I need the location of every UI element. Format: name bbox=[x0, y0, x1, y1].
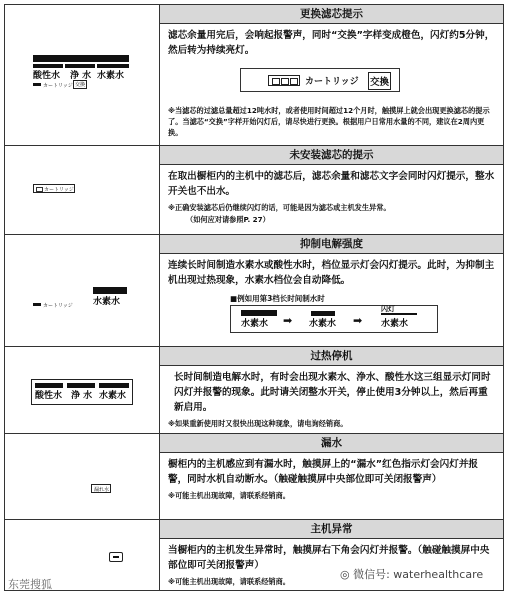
section-body: 连续长时间制造水素水或酸性水时，档位显示灯会闪灯提示。此时，为抑制主机出现过热现象，水素水档位会自动降低。 bbox=[168, 260, 495, 286]
section-note-ref: （如何应对请参照P. 27） bbox=[186, 215, 270, 224]
section-title: 更换滤芯提示 bbox=[160, 5, 503, 24]
section-note: ※可能主机出现故障，请联系经销商。 bbox=[168, 491, 290, 500]
demo-display bbox=[240, 68, 400, 92]
lcd-label-acid: 酸性水 bbox=[33, 71, 61, 81]
info-table bbox=[4, 4, 504, 591]
watermark-left: 东莞搜狐 bbox=[8, 578, 52, 591]
demo-badge: 交換 bbox=[368, 72, 391, 90]
lcd-label-hydrogen: 水素水 bbox=[93, 297, 121, 307]
section-title: 抑制电解强度 bbox=[160, 235, 503, 254]
lcd-bar bbox=[33, 55, 129, 62]
row-no-filter bbox=[5, 146, 503, 235]
lcd-bar bbox=[241, 310, 277, 316]
lcd-panel bbox=[5, 146, 160, 234]
section-body: 滤芯余量用完后，会响起报警声，同时“交换”字样变成橙色，闪灯约5分钟，然后转为持续亮灯。 bbox=[168, 30, 495, 56]
section-body: 当橱柜内的主机发生异常时，触摸屏右下角会闪灯并报警。（触碰触摸屏中央部位即可关闭报警声） bbox=[168, 545, 490, 571]
lcd-bar bbox=[93, 287, 127, 294]
lcd-panel bbox=[5, 5, 160, 145]
lcd-bar bbox=[35, 383, 63, 388]
arrow-right-icon: ➡ bbox=[283, 314, 293, 327]
demo-text: カートリッジ bbox=[305, 77, 359, 87]
section-title: 主机异常 bbox=[160, 520, 503, 539]
lcd-bar bbox=[33, 64, 63, 68]
lcd-blink-frame bbox=[33, 184, 75, 193]
lcd-bar bbox=[67, 383, 95, 388]
row-overheat bbox=[5, 347, 503, 434]
lcd-blink-frame bbox=[31, 379, 133, 405]
lcd-bar bbox=[311, 311, 335, 316]
section-body: 在取出橱柜内的主机中的滤芯后，滤芯余量和滤芯文字会同时闪灯提示，整水开关也不出水。 bbox=[168, 171, 495, 197]
lcd-small-text: カートリッジ bbox=[43, 83, 73, 89]
lcd-panel bbox=[5, 235, 160, 346]
lcd-bar bbox=[65, 64, 95, 68]
example-label: 水素水 bbox=[241, 319, 269, 329]
lcd-panel bbox=[5, 434, 160, 519]
lcd-small-text: カートリッジ bbox=[44, 187, 74, 193]
section-body: 长时间制造电解水时，有时会出现水素水、浄水、酸性水这三组显示灯同时闪灯并报警的现象。此时请关闭整水开关，停止使用3分钟以上，然后再重新启用。 bbox=[174, 372, 491, 413]
watermark-right-text: 微信号: waterhealthcare bbox=[353, 568, 484, 581]
example-label: 水素水 bbox=[309, 319, 337, 329]
row-suppress-electrolysis bbox=[5, 235, 503, 347]
lcd-bar bbox=[381, 313, 417, 315]
section-note: ※可能主机出现故障，请联系经销商。 bbox=[168, 577, 290, 586]
lcd-label-pure: 浄 水 bbox=[70, 71, 92, 81]
section-title: 未安装滤芯的提示 bbox=[160, 146, 503, 165]
section-note: ※当滤芯的过滤总量超过12吨水时，或者使用时间超过12个月时，触摸屏上就会出现更换滤芯的提示了。当滤芯“交换”字样开始闪灯后，请尽快进行更换。根据用户日常用水量的不同，建议在2周内更换。 bbox=[168, 106, 490, 137]
demo-sequence bbox=[230, 305, 438, 333]
section-note: ※如果重新使用时又很快出现这种现象，请电询经销商。 bbox=[168, 419, 348, 428]
section-title: 漏水 bbox=[160, 434, 503, 453]
filter-gauge-icon bbox=[268, 75, 300, 86]
lcd-bar bbox=[99, 383, 129, 388]
section-note: ※正确安装滤芯后仍继续闪灯的话，可能是因为滤芯或主机发生异常。 bbox=[168, 203, 391, 212]
lcd-label-hydrogen: 水素水 bbox=[97, 71, 125, 81]
flash-label: 闪灯 bbox=[381, 305, 395, 313]
lcd-small-text: カートリッジ bbox=[43, 303, 73, 309]
wechat-icon: ◎ bbox=[340, 568, 350, 581]
watermark-right bbox=[340, 566, 483, 582]
lcd-badge: 交換 bbox=[75, 82, 86, 88]
row-leak bbox=[5, 434, 503, 520]
section-title: 过热停机 bbox=[160, 347, 503, 366]
example-label: 水素水 bbox=[381, 319, 409, 329]
lcd-label-hydrogen: 水素水 bbox=[99, 391, 127, 401]
error-indicator bbox=[109, 552, 123, 562]
leak-indicator bbox=[91, 484, 111, 493]
lcd-label-pure: 浄 水 bbox=[71, 391, 93, 401]
example-title: ■例如用第3档长时间制水时 bbox=[230, 294, 325, 303]
lcd-bar bbox=[33, 303, 41, 306]
lcd-small-text: 漏れ水 bbox=[94, 487, 110, 493]
lcd-panel bbox=[5, 347, 160, 433]
lcd-label-acid: 酸性水 bbox=[35, 391, 63, 401]
row-replace-filter bbox=[5, 5, 503, 146]
arrow-right-icon: ➡ bbox=[353, 314, 363, 327]
section-body: 橱柜内的主机感应到有漏水时，触摸屏上的“漏水”红色指示灯会闪灯并报警，同时水机自动断水。（触碰触摸屏中央部位即可关闭报警声） bbox=[168, 459, 479, 485]
lcd-bar bbox=[33, 83, 41, 86]
lcd-bar bbox=[97, 64, 129, 68]
